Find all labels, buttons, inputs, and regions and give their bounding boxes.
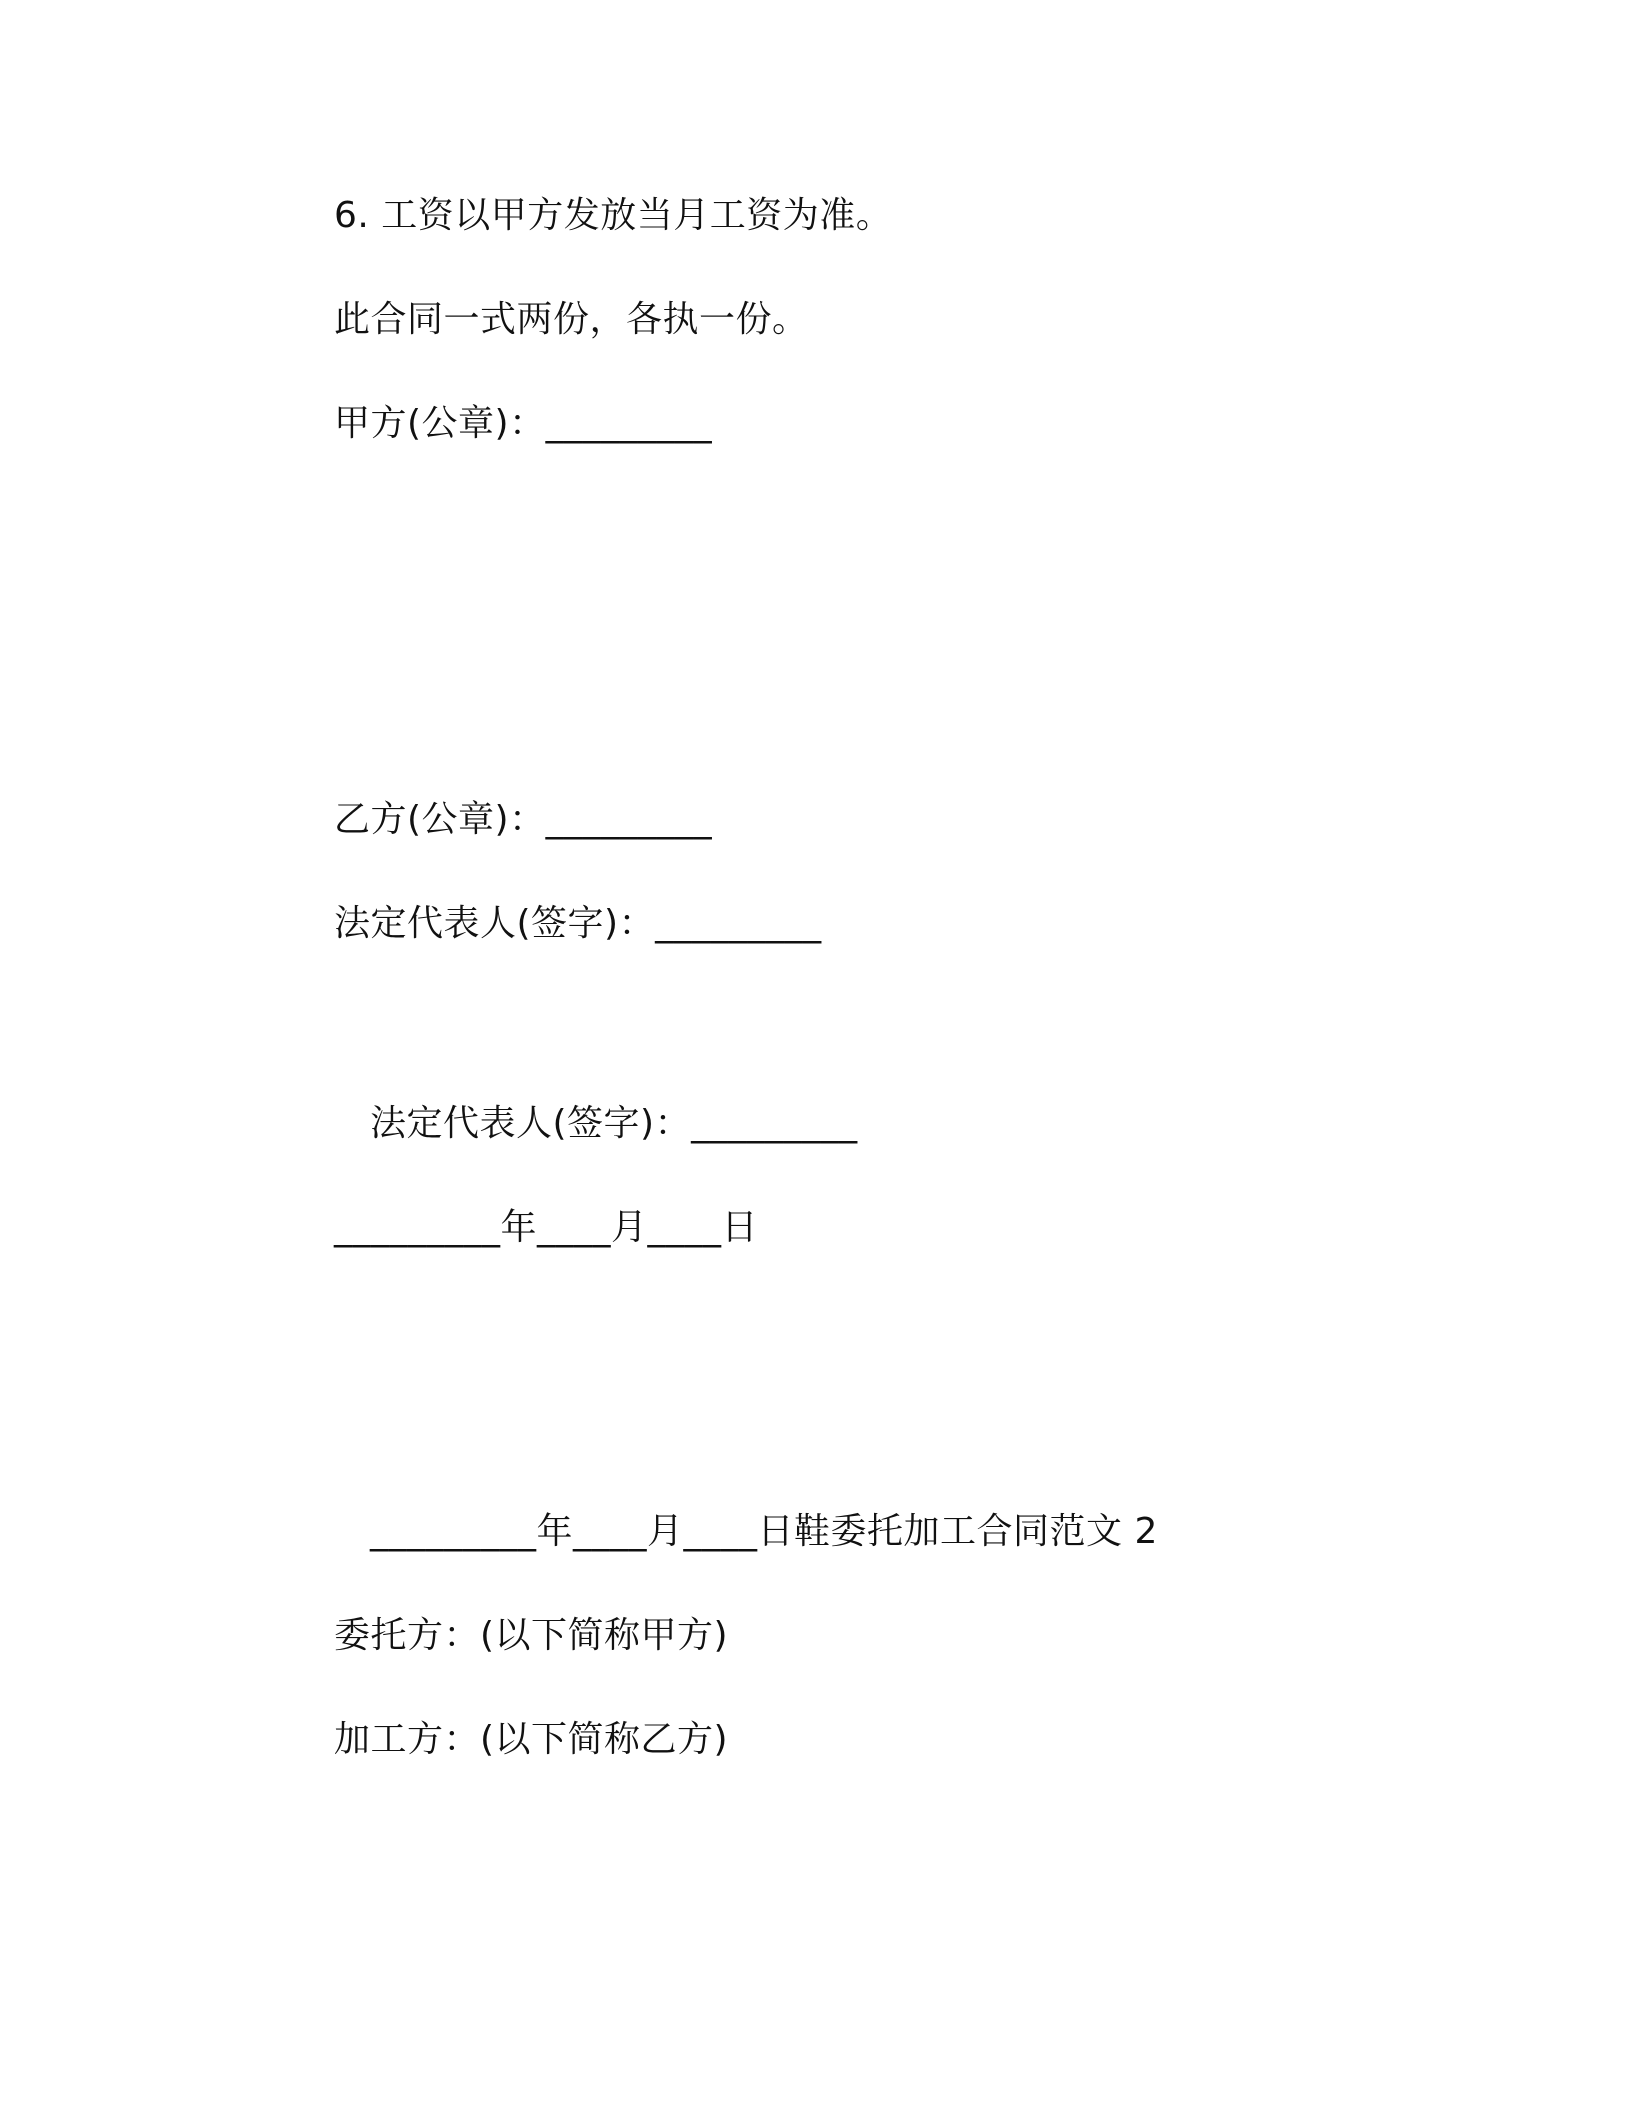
processing-party-line: 加工方：(以下简称乙方)	[334, 1719, 729, 1760]
entrusting-party-line: 委托方：(以下简称甲方)	[334, 1615, 729, 1656]
party-a-seal-line: 甲方(公章)：_________	[334, 403, 713, 444]
legal-rep-signature-line-2: 法定代表人(签字)：_________	[370, 1103, 858, 1144]
clause-6-wage: 6. 工资以甲方发放当月工资为准。	[334, 195, 893, 236]
party-b-seal-line: 乙方(公章)：_________	[334, 799, 713, 840]
date-line: _________年____月____日	[334, 1207, 758, 1248]
copies-clause: 此合同一式两份，各执一份。	[334, 299, 809, 340]
legal-rep-signature-line-1: 法定代表人(签字)：_________	[334, 903, 822, 944]
contract-2-heading: _________年____月____日鞋委托加工合同范文 2	[370, 1511, 1158, 1552]
